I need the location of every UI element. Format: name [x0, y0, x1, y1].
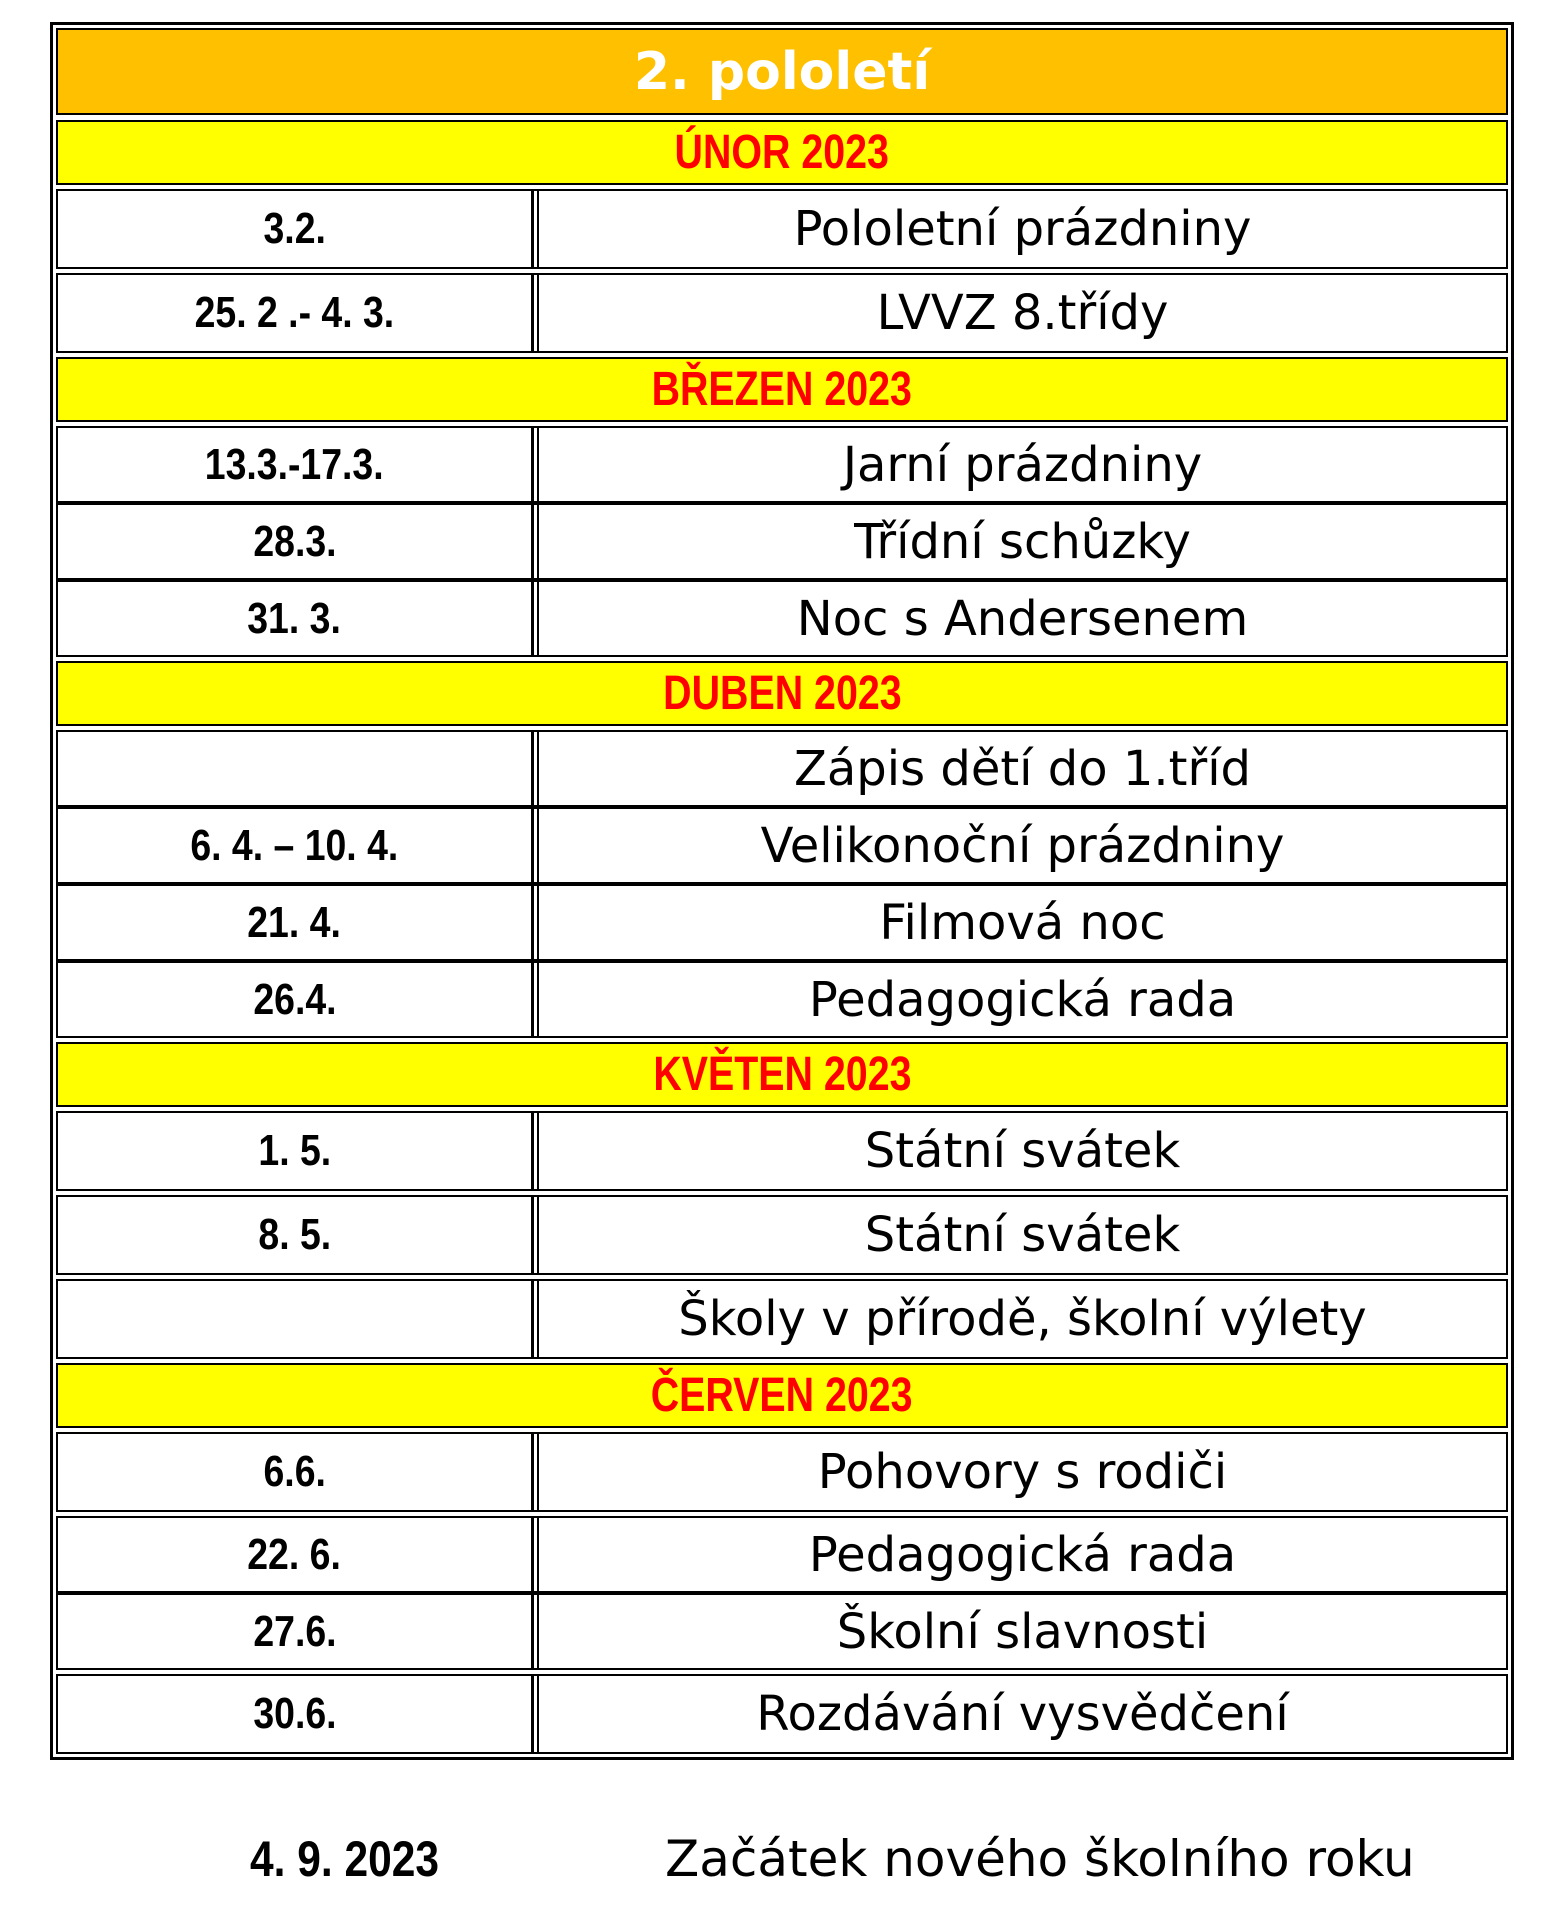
event-date: 22. 6.: [58, 1518, 534, 1591]
month-header-cerven: ČERVEN 2023: [56, 1363, 1508, 1428]
event-date: 8. 5.: [58, 1197, 534, 1273]
event-date: [58, 1281, 534, 1357]
table-row: [56, 580, 1508, 657]
table-row: [56, 503, 1508, 580]
event-date: 21. 4.: [58, 886, 534, 959]
event-name: Státní svátek: [537, 1197, 1506, 1273]
table-row: [56, 189, 1508, 269]
table-row: [56, 961, 1508, 1038]
event-date: 6. 4. – 10. 4.: [58, 809, 534, 882]
event-name: Pohovory s rodiči: [537, 1434, 1506, 1510]
month-header-brezen: BŘEZEN 2023: [56, 357, 1508, 422]
event-name: Pedagogická rada: [537, 963, 1506, 1036]
event-date: 1. 5.: [58, 1113, 534, 1189]
event-date: 28.3.: [58, 505, 534, 578]
month-header-kveten: KVĚTEN 2023: [56, 1042, 1508, 1107]
table-row: [56, 1432, 1508, 1512]
month-header-unor: ÚNOR 2023: [56, 120, 1508, 185]
semester-title: 2. pololetí: [56, 28, 1508, 115]
month-header-duben: DUBEN 2023: [56, 661, 1508, 726]
table-row: [56, 730, 1508, 807]
table-row: [56, 1593, 1508, 1670]
table-row: [56, 1674, 1508, 1754]
event-date: 6.6.: [58, 1434, 534, 1510]
event-name: LVVZ 8.třídy: [537, 275, 1506, 351]
event-date: 3.2.: [58, 191, 534, 267]
event-name: Noc s Andersenem: [537, 582, 1506, 655]
event-date: 13.3.-17.3.: [58, 428, 534, 501]
event-date: [58, 732, 534, 805]
event-name: Rozdávání vysvědčení: [537, 1676, 1506, 1752]
event-name: Školní slavnosti: [537, 1595, 1506, 1668]
footer-event: Začátek nového školního roku: [665, 1830, 1415, 1888]
event-name: Státní svátek: [537, 1113, 1506, 1189]
event-date: 30.6.: [58, 1676, 534, 1752]
table-row: [56, 1111, 1508, 1191]
event-name: Třídní schůzky: [537, 505, 1506, 578]
table-row: [56, 426, 1508, 503]
event-name: Jarní prázdniny: [537, 428, 1506, 501]
event-date: 25. 2 .- 4. 3.: [58, 275, 534, 351]
table-row: [56, 807, 1508, 884]
schedule-table: [50, 22, 1514, 1760]
event-name: Pololetní prázdniny: [537, 191, 1506, 267]
event-name: Školy v přírodě, školní výlety: [537, 1281, 1506, 1357]
event-name: Filmová noc: [537, 886, 1506, 959]
table-row: [56, 1516, 1508, 1593]
table-row: [56, 273, 1508, 353]
event-date: 26.4.: [58, 963, 534, 1036]
event-date: 31. 3.: [58, 582, 534, 655]
table-row: [56, 1195, 1508, 1275]
table-row: [56, 1279, 1508, 1359]
event-name: Pedagogická rada: [537, 1518, 1506, 1591]
event-date: 27.6.: [58, 1595, 534, 1668]
table-row: [56, 884, 1508, 961]
footer-date: 4. 9. 2023: [250, 1831, 440, 1887]
event-name: Zápis dětí do 1.tříd: [537, 732, 1506, 805]
event-name: Velikonoční prázdniny: [537, 809, 1506, 882]
